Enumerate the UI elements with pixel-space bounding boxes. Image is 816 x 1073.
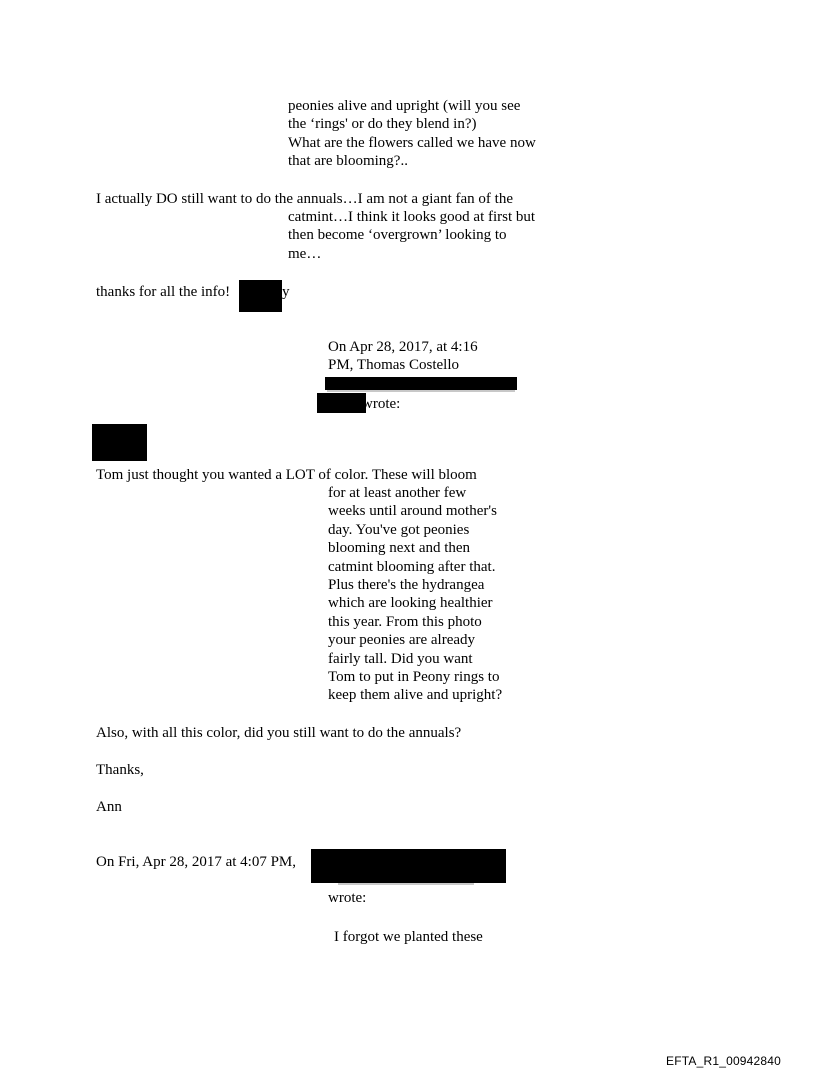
message-line: then become ‘overgrown’ looking to (288, 227, 507, 244)
message-line: which are looking healthier (328, 595, 493, 612)
message-block-peonies (288, 97, 536, 171)
message-line: Tom to put in Peony rings to (328, 669, 500, 686)
redaction-residue (338, 883, 474, 885)
redaction-box (311, 849, 506, 883)
tom-message-first-line: Tom just thought you wanted a LOT of color. These will bloom (96, 467, 477, 483)
tom-message-block (328, 484, 502, 705)
quote-wrote-1: wrote: (362, 396, 401, 412)
redaction-box (325, 377, 517, 390)
message-line: the ‘rings' or do they blend in?) (288, 116, 477, 133)
message-line: blooming next and then (328, 540, 471, 557)
document-id-footer: EFTA_R1_00942840 (666, 1054, 782, 1068)
message-line: weeks until around mother's (328, 503, 497, 520)
quote-wrote-2: wrote: (328, 890, 367, 906)
message-block-catmint (288, 208, 535, 263)
message-line: your peonies are already (328, 632, 476, 649)
message-line: What are the flowers called we have now (288, 134, 536, 151)
thanks-line-trailing: y (282, 284, 290, 300)
signature-name: Ann (96, 799, 122, 815)
message-line: this year. From this photo (328, 613, 482, 630)
message-line: catmint…I think it looks good at first but (288, 209, 536, 225)
redaction-residue (327, 390, 515, 392)
message-line-annuals: I actually DO still want to do the annuals…I am not a giant fan of the (96, 191, 513, 207)
quote-header-1 (328, 338, 478, 375)
message-line: keep them alive and upright? (328, 687, 503, 704)
quote-header-line: PM, Thomas Costello (328, 357, 459, 374)
message-line: catmint blooming after that. (328, 558, 496, 575)
quote-header-line: On Apr 28, 2017, at 4:16 (328, 339, 478, 355)
final-message-line: I forgot we planted these (334, 929, 483, 945)
message-line: day. You've got peonies (328, 521, 470, 538)
redaction-box (317, 393, 366, 413)
message-line: fairly tall. Did you want (328, 650, 473, 667)
message-line: for at least another few (328, 485, 467, 501)
message-line: me… (288, 245, 322, 262)
quote-header-2: On Fri, Apr 28, 2017 at 4:07 PM, (96, 854, 297, 870)
thanks-signoff: Thanks, (96, 762, 144, 778)
also-line: Also, with all this color, did you still want to do the annuals? (96, 725, 462, 741)
message-line: Plus there's the hydrangea (328, 577, 485, 594)
message-line: peonies alive and upright (will you see (288, 98, 521, 114)
thanks-line: thanks for all the info! (96, 284, 231, 300)
redaction-box (92, 424, 147, 461)
redaction-box (239, 280, 282, 312)
message-line: that are blooming?.. (288, 153, 408, 170)
